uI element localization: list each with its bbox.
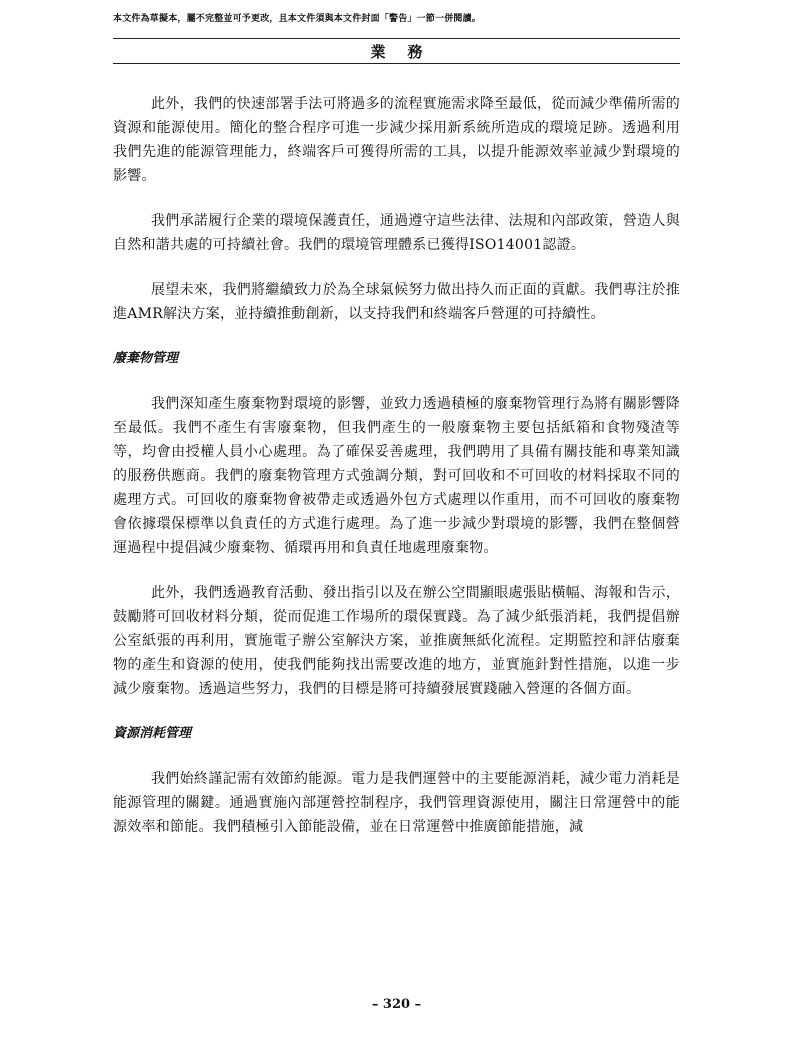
header-divider (113, 63, 680, 64)
paragraph-waste-impact: 我們深知產生廢棄物對環境的影響，並致力透過積極的廢棄物管理行為將有關影響降至最低。我們不產生有害廢棄物，但我們產生的一般廢棄物主要包括紙箱和食物殘渣等等，均會由授權人員小心處理。為了確保妥善處理，我們聘用了具備有關技能和專業知識的服務供應商。我們的廢棄物管理方式強調分類，對可回收和不可回收的材料採取不同的處理方式。可回收的廢棄物會被帶走或透過外包方式處理以作重用，而不可回收的廢棄物會依據環保標準以負責任的方式進行處理。為了進一步減少對環境的影響，我們在整個營運過程中提倡減少廢棄物、循環再用和負責任地處理廢棄物。 (113, 396, 680, 556)
draft-notice: 本文件為草擬本，屬不完整並可予更改，且本文件須與本文件封面「警告」一節一併閱讀。 (113, 14, 482, 24)
heading-waste-management: 廢棄物管理 (113, 351, 179, 366)
document-body (113, 92, 680, 839)
paragraph-deployment: 此外，我們的快速部署手法可將過多的流程實施需求降至最低，從而減少準備所需的資源和能源使用。簡化的整合程序可進一步減少採用新系統所造成的環境足跡。透過利用我們先進的能源管理能力，終端客戶可獲得所需的工具，以提升能源效率並減少對環境的影響。 (113, 96, 680, 184)
paragraph-waste-education: 此外，我們透過教育活動、發出指引以及在辦公空間顯眼處張貼橫幅、海報和告示，鼓勵將可回收材料分類，從而促進工作場所的環保實踐。為了減少紙張消耗，我們提倡辦公室紙張的再利用，實施電子辦公室解決方案，並推廣無紙化流程。定期監控和評估廢棄物的產生和資源的使用，使我們能夠找出需要改進的地方，並實施針對性措施，以進一步減少廢棄物。透過這些努力，我們的目標是將可持續發展實踐融入營運的各個方面。 (113, 585, 680, 697)
page-number: – 320 – (371, 997, 422, 1012)
heading-resource-consumption: 資源消耗管理 (113, 726, 192, 741)
paragraph-environmental-commitment: 我們承諾履行企業的環境保護責任，通過遵守這些法律、法規和內部政策，營造人與自然和諧共處的可持續社會。我們的環境管理體系已獲得ISO14001認證。 (113, 213, 680, 253)
top-divider (113, 38, 680, 39)
section-title: 業務 (370, 43, 445, 61)
paragraph-outlook: 展望未來，我們將繼續致力於為全球氣候努力做出持久而正面的貢獻。我們專注於推進AMR解決方案，並持續推動創新，以支持我們和終端客戶營運的可持續性。 (113, 282, 680, 322)
paragraph-energy: 我們始終謹記需有效節約能源。電力是我們運營中的主要能源消耗，減少電力消耗是能源管理的關鍵。通過實施內部運營控制程序，我們管理資源使用，關注日常運營中的能源效率和節能。我們積極引入節能設備，並在日常運營中推廣節能措施，減 (113, 771, 680, 835)
